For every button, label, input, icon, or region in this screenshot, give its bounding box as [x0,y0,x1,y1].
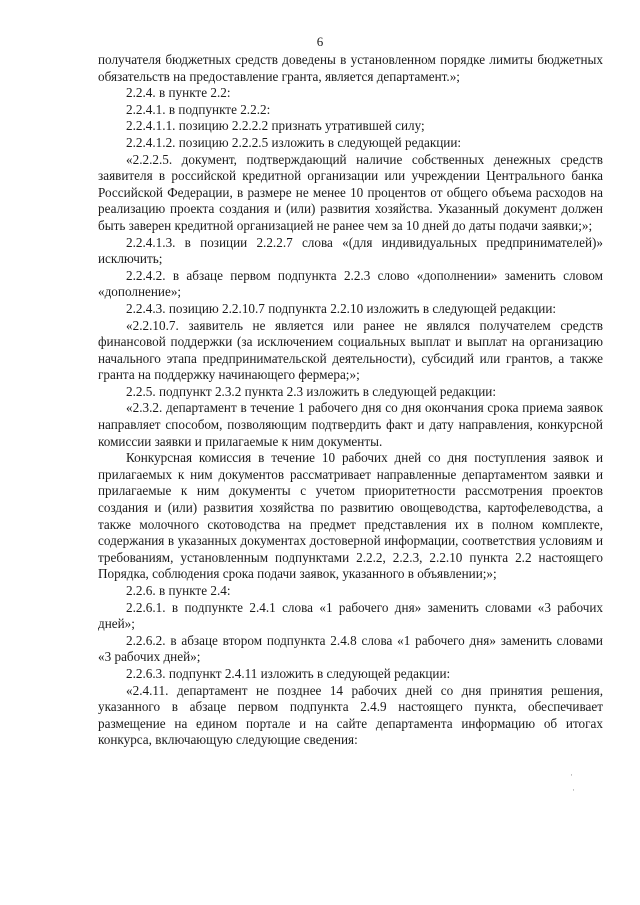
document-body [98,52,603,749]
paragraph: 2.2.4.2. в абзаце первом подпункта 2.2.3 слово «дополнении» заменить словом «дополнение»; [98,267,603,300]
paragraph: «2.2.2.5. документ, подтверждающий наличие собственных денежных средств заявителя в российской кредитной организации или учреждении Центрального банка Российской Федерации, в размере не менее 10 процентов от общего объема расходов на реализацию проекта создания и (или) развития хозяйства. Указанный документ должен быть заверен кредитной организацией не ранее чем за 10 дней до даты подачи заявки;»; [98,151,603,233]
scan-speck: · [570,770,573,780]
paragraph: 2.2.4.1. в подпункте 2.2.2: [126,101,271,117]
paragraph: 2.2.6.1. в подпункте 2.4.1 слова «1 рабочего дня» заменить словами «3 рабочих дней»; [98,599,603,632]
paragraph: «2.3.2. департамент в течение 1 рабочего дня со дня окончания срока приема заявок направляет способом, позволяющим подтвердить факт и дату направления, конкурсной комиссии заявки и прилагаемые к ним документы. [98,400,603,449]
paragraph: 2.2.6.2. в абзаце втором подпункта 2.4.8 слова «1 рабочего дня» заменить словами «3 рабочих дней»; [98,632,603,665]
paragraph: получателя бюджетных средств доведены в установленном порядке лимиты бюджетных обязательств на предоставление гранта, является департамент.»; [98,52,603,84]
scan-speck: · [572,785,575,795]
paragraph: 2.2.4. в пункте 2.2: [126,85,231,101]
paragraph: 2.2.4.3. позицию 2.2.10.7 подпункта 2.2.10 изложить в следующей редакции: [126,300,557,316]
paragraph: 2.2.4.1.3. в позиции 2.2.2.7 слова «(для индивидуальных предпринимателей)» исключить; [98,234,603,267]
paragraph: 2.2.6. в пункте 2.4: [126,583,231,598]
paragraph: 2.2.6.3. подпункт 2.4.11 изложить в следующей редакции: [126,665,451,681]
page-number: 6 [316,34,324,49]
paragraph: 2.2.4.1.1. позицию 2.2.2.2 признать утратившей силу; [126,118,425,134]
paragraph: 2.2.4.1.2. позицию 2.2.2.5 изложить в следующей редакции: [126,134,462,150]
paragraph: Конкурсная комиссия в течение 10 рабочих дней со дня поступления заявок и прилагаемых к ним документов рассматривает направленные департаментом заявки и прилагаемые к ним документы с учетом приоритетности рассмотрения проектов создания и (или) развития хозяйства по развитию овощеводства, картофелеводства, а также молочного скотоводства на предмет представления их в полном комплекте, содержания в указанных документах достоверной информации, соответствия условиям и требованиям, установленным подпунктами 2.2.2, 2.2.3, 2.2.10 пункта 2.2 настоящего Порядка, соблюдения срока подачи заявок, указанного в объявлении;»; [98,450,603,582]
paragraph: 2.2.5. подпункт 2.3.2 пункта 2.3 изложить в следующей редакции: [126,383,497,399]
paragraph: «2.4.11. департамент не позднее 14 рабочих дней со дня принятия решения, указанного в абзаце первом подпункта 2.4.9 настоящего пункта, обеспечивает размещение на едином портале и на сайте департамента информацию об итогах конкурса, включающую следующие сведения: [98,682,603,748]
paragraph: «2.2.10.7. заявитель не является или ранее не являлся получателем средств финансовой поддержки (за исключением социальных выплат и выплат на организацию начального этапа предпринимательской деятельности), субсидий или грантов, а также гранта на поддержку начинающего фермера;»; [98,317,603,383]
